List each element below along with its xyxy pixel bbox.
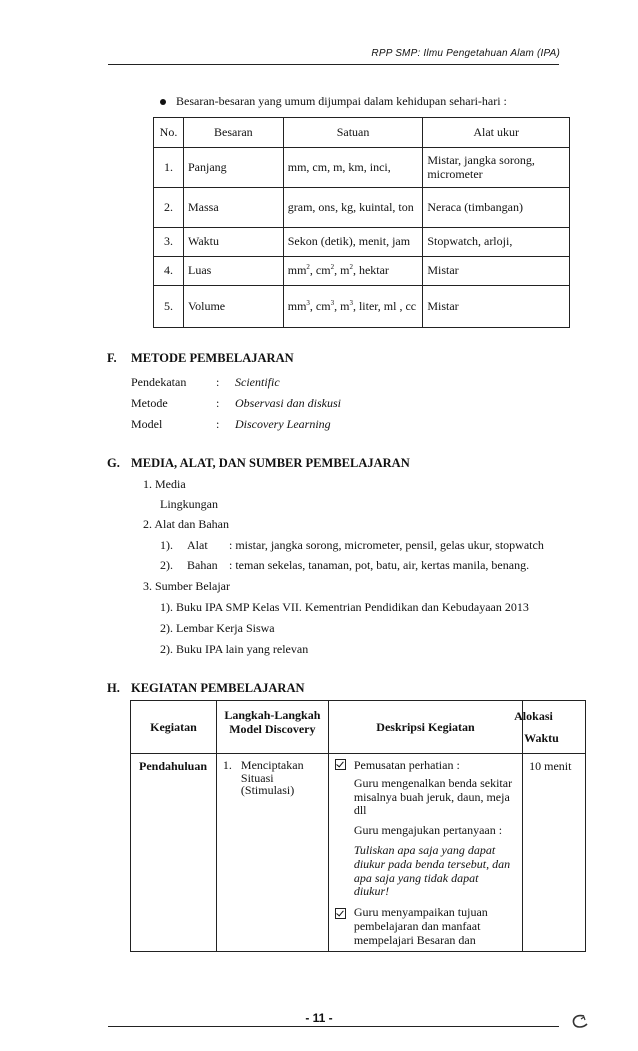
col-header-alat: Alat ukur bbox=[423, 118, 570, 148]
section-g-title: MEDIA, ALAT, DAN SUMBER PEMBELAJARAN bbox=[131, 456, 410, 470]
desc-check-pemusatan: Pemusatan perhatian : bbox=[335, 759, 516, 773]
cell-alat: Stopwatch, arloji, bbox=[423, 228, 570, 257]
g-bahan-num: 2). bbox=[160, 558, 173, 572]
f-colon: : bbox=[216, 396, 220, 410]
g-media-label: 1. Media bbox=[143, 477, 186, 491]
cell-besaran: Luas bbox=[183, 257, 283, 286]
cell-besaran: Waktu bbox=[183, 228, 283, 257]
g-alat-num: 1). bbox=[160, 538, 173, 552]
f-label-metode: Metode bbox=[131, 396, 168, 410]
footer-logo-icon bbox=[570, 1013, 590, 1029]
cell-no: 4. bbox=[154, 257, 184, 286]
col-header-alokasi bbox=[514, 701, 586, 754]
cell-alat: Mistar, jangka sorong, micrometer bbox=[423, 148, 570, 188]
desc-paragraph: Guru mengenalkan benda sekitar misalnya buah jeruk, daun, meja dll bbox=[353, 775, 513, 818]
cell-alat: Mistar bbox=[423, 286, 570, 328]
header-rule bbox=[108, 64, 559, 65]
bullet-dot-icon bbox=[160, 99, 166, 105]
cell-satuan: $mm^2$, $cm^2$, $m^2$, hektar bbox=[283, 257, 423, 286]
g-alat-bahan-label: 2. Alat dan Bahan bbox=[143, 517, 229, 531]
g-media-value: Lingkungan bbox=[160, 497, 218, 511]
table-row bbox=[154, 228, 570, 257]
g-sumber-item: 2). Buku IPA lain yang relevan bbox=[160, 642, 309, 656]
g-sumber-item: 2). Lembar Kerja Siswa bbox=[160, 621, 275, 635]
cell-satuan: mm, cm, m, km, inci, bbox=[283, 148, 423, 188]
units-table bbox=[153, 117, 570, 328]
f-colon: : bbox=[216, 375, 220, 389]
table-row bbox=[154, 148, 570, 188]
cell-satuan: Sekon (detik), menit, jam bbox=[283, 228, 423, 257]
col-header-deskripsi: Deskripsi Kegiatan bbox=[328, 701, 522, 754]
table-row bbox=[154, 257, 570, 286]
col-header-satuan: Satuan bbox=[283, 118, 423, 148]
units-table-header bbox=[154, 118, 570, 148]
col-header-no: No. bbox=[154, 118, 184, 148]
section-h-title: KEGIATAN PEMBELAJARAN bbox=[131, 681, 305, 695]
checkbox-icon bbox=[335, 759, 346, 770]
alokasi-line2: Waktu bbox=[524, 731, 559, 745]
desc-check-tujuan: Guru menyampaikan tujuan pembelajaran dan manfaat mempelajari Besaran dan bbox=[335, 906, 516, 947]
g-bahan-label: Bahan bbox=[187, 558, 218, 572]
cell-alat: Mistar bbox=[423, 257, 570, 286]
bullet-intro bbox=[160, 94, 507, 109]
cell-no: 3. bbox=[154, 228, 184, 257]
cell-no: 5. bbox=[154, 286, 184, 328]
section-f-title: METODE PEMBELAJARAN bbox=[131, 351, 294, 365]
col-header-besaran: Besaran bbox=[183, 118, 283, 148]
cell-besaran: Massa bbox=[183, 188, 283, 228]
checkbox-icon bbox=[335, 908, 346, 919]
cell-besaran: Panjang bbox=[183, 148, 283, 188]
f-value-metode: Observasi dan diskusi bbox=[235, 396, 341, 410]
bullet-text: Besaran-besaran yang umum dijumpai dalam kehidupan sehari-hari : bbox=[176, 94, 507, 108]
activity-table bbox=[130, 700, 586, 952]
desc-question: Tuliskan apa saja yang dapat diukur pada benda tersebut, dan apa saja yang tidak dapat diukur! bbox=[353, 842, 511, 899]
cell-no: 2. bbox=[154, 188, 184, 228]
cell-deskripsi bbox=[328, 754, 522, 952]
g-bahan-value: : teman sekelas, tanaman, pot, batu, air, kertas manila, benang. bbox=[229, 558, 530, 572]
running-header: RPP SMP: Ilmu Pengetahuan Alam (IPA) bbox=[371, 48, 560, 59]
section-f-letter: F. bbox=[107, 351, 117, 365]
table-row bbox=[154, 188, 570, 228]
f-value-model: Discovery Learning bbox=[235, 417, 331, 431]
cell-satuan: gram, ons, kg, kuintal, ton bbox=[283, 188, 423, 228]
section-h-letter: H. bbox=[107, 681, 120, 695]
f-label-pendekatan: Pendekatan bbox=[131, 375, 187, 389]
table-row bbox=[154, 286, 570, 328]
cell-satuan: $mm^3$, $cm^3$, $m^3$, liter, ml , cc bbox=[283, 286, 423, 328]
g-sumber-item: 1). Buku IPA SMP Kelas VII. Kementrian Pendidikan dan Kebudayaan 2013 bbox=[160, 600, 529, 614]
cell-besaran: Volume bbox=[183, 286, 283, 328]
col-header-kegiatan: Kegiatan bbox=[131, 701, 217, 754]
table-row bbox=[131, 754, 586, 952]
cell-waktu: 10 menit bbox=[523, 754, 586, 952]
g-alat-label: Alat bbox=[187, 538, 208, 552]
cell-no: 1. bbox=[154, 148, 184, 188]
col-header-langkah: Langkah-Langkah Model Discovery bbox=[216, 701, 328, 754]
g-sumber-label: 3. Sumber Belajar bbox=[143, 579, 230, 593]
footer-rule bbox=[108, 1026, 559, 1027]
alokasi-line1: Alokasi bbox=[514, 709, 553, 723]
page-number: - 11 - bbox=[305, 1011, 333, 1025]
cell-alat: Neraca (timbangan) bbox=[423, 188, 570, 228]
desc-paragraph: Guru mengajukan pertanyaan : bbox=[353, 823, 503, 838]
g-alat-value: : mistar, jangka sorong, micrometer, pensil, gelas ukur, stopwatch bbox=[229, 538, 544, 552]
cell-langkah: 1. Menciptakan Situasi (Stimulasi) bbox=[216, 754, 328, 952]
f-colon: : bbox=[216, 417, 220, 431]
f-value-pendekatan: Scientific bbox=[235, 375, 280, 389]
section-g-letter: G. bbox=[107, 456, 120, 470]
activity-table-header bbox=[131, 701, 586, 754]
cell-kegiatan: Pendahuluan bbox=[131, 754, 217, 952]
f-label-model: Model bbox=[131, 417, 163, 431]
